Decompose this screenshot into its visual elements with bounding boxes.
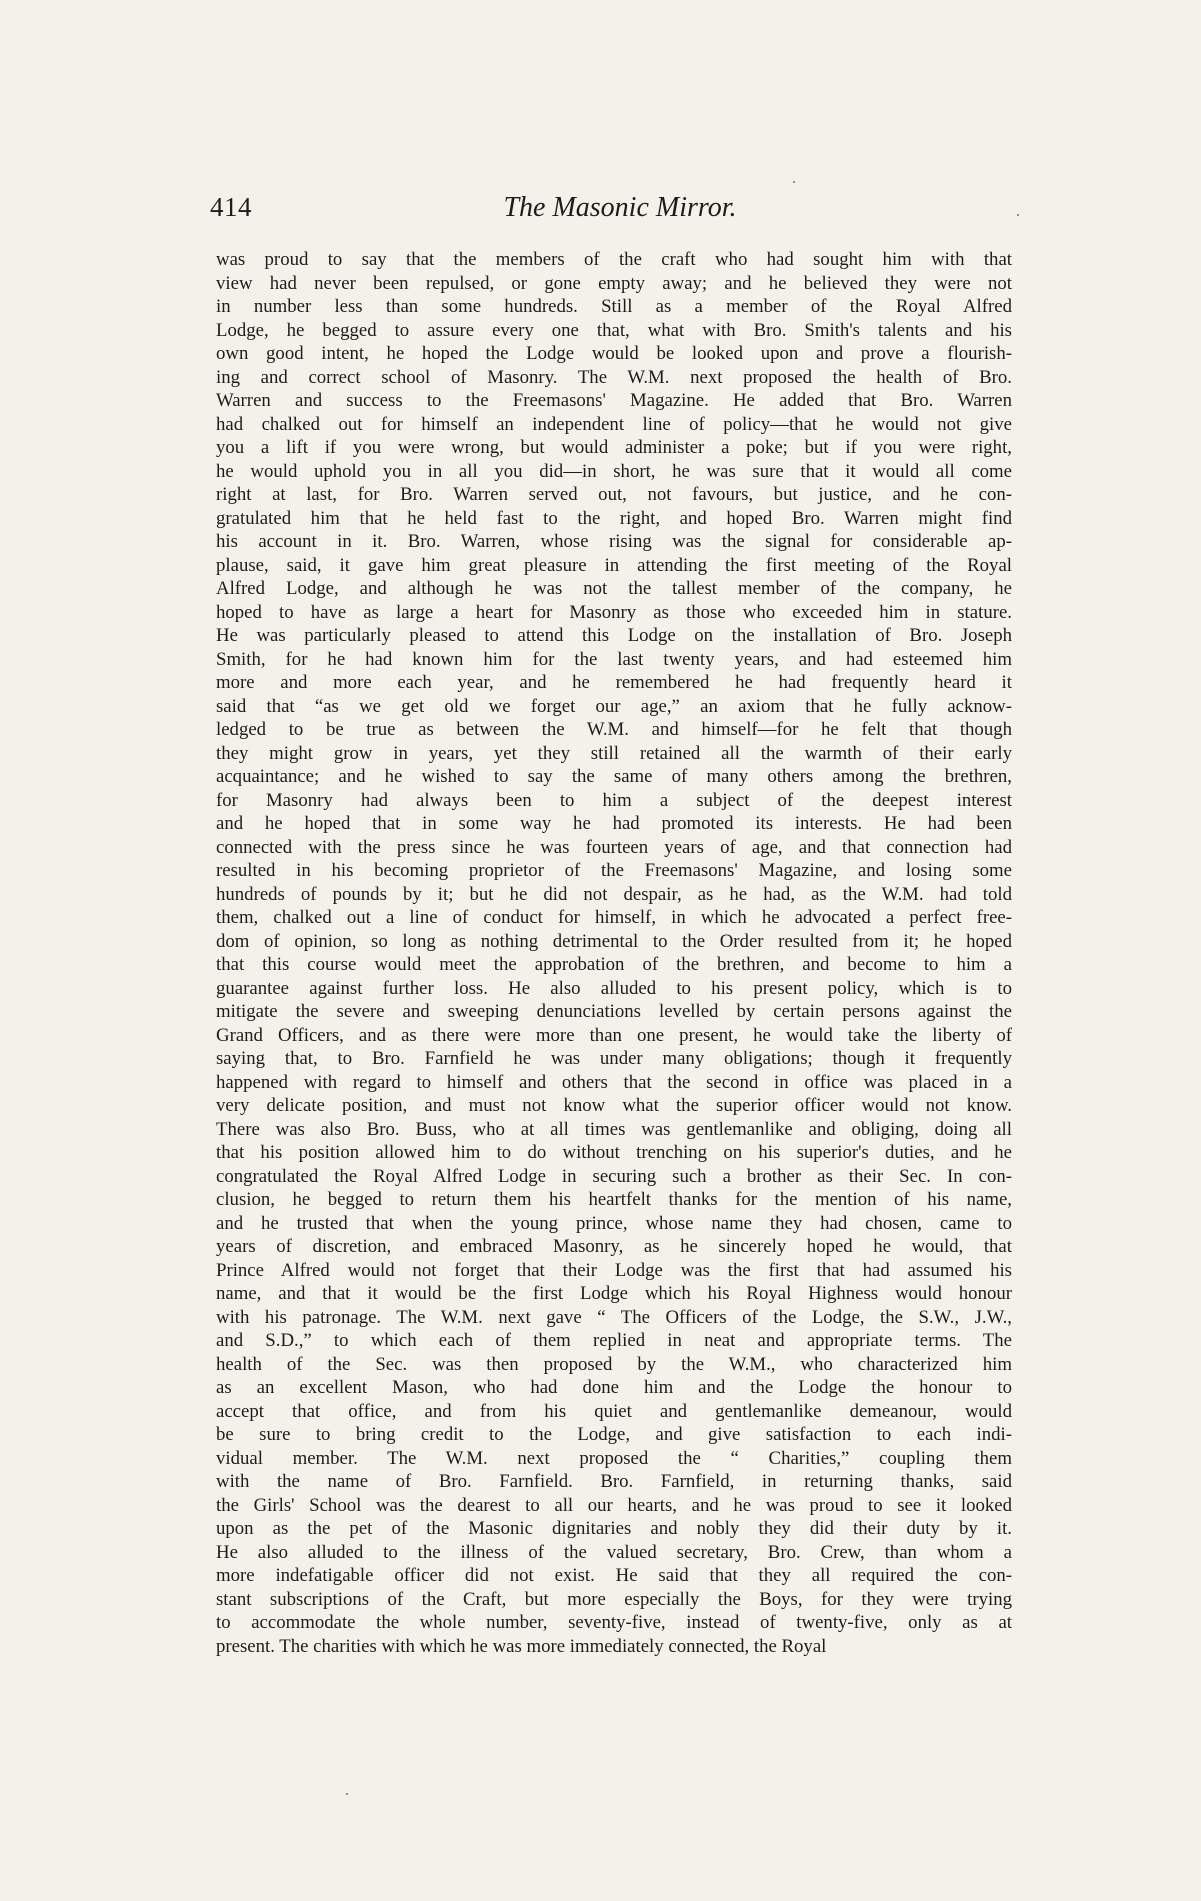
- text-line: more and more each year, and he remembered he had frequently heard it: [216, 672, 1012, 693]
- text-line: acquaintance; and he wished to say the same of many others among the brethren,: [216, 766, 1012, 787]
- text-line: mitigate the severe and sweeping denunciations levelled by certain persons against the: [216, 1001, 1012, 1022]
- text-line: plause, said, it gave him great pleasure in attending the first meeting of the Royal: [216, 554, 1012, 576]
- text-line: years of discretion, and embraced Masonry, as he sincerely hoped he would, that: [216, 1236, 1012, 1257]
- text-line: was proud to say that the members of the craft who had sought him with that: [216, 249, 1012, 270]
- text-line: accept that office, and from his quiet and gentlemanlike demeanour, would: [216, 1400, 1012, 1422]
- text-line: ing and correct school of Masonry. The W.M. next proposed the health of Bro.: [216, 366, 1012, 388]
- text-line: gratulated him that he held fast to the right, and hoped Bro. Warren might find: [216, 507, 1012, 529]
- ink-speck: [346, 1793, 348, 1795]
- text-line: Alfred Lodge, and although he was not the tallest member of the company, he: [216, 578, 1012, 599]
- text-line: his account in it. Bro. Warren, whose rising was the signal for considerable ap-: [216, 531, 1012, 552]
- text-line: guarantee against further loss. He also alluded to his present policy, which is to: [216, 977, 1012, 999]
- text-line: Lodge, he begged to assure every one that, what with Bro. Smith's talents and his: [216, 319, 1012, 341]
- body-text: [216, 248, 1012, 1658]
- text-line: as an excellent Mason, who had done him and the Lodge the honour to: [216, 1377, 1012, 1398]
- text-line: present. The charities with which he was more immediately connected, the Royal: [216, 1635, 827, 1657]
- text-line: more indefatigable officer did not exist. He said that they all required the con-: [216, 1565, 1012, 1586]
- text-line: to accommodate the whole number, seventy-five, instead of twenty-five, only as at: [216, 1612, 1012, 1633]
- text-line: He also alluded to the illness of the valued secretary, Bro. Crew, than whom a: [216, 1541, 1012, 1563]
- text-line: he would uphold you in all you did—in short, he was sure that it would all come: [216, 460, 1012, 482]
- page-number: 414: [210, 192, 252, 222]
- text-line: right at last, for Bro. Warren served out, not favours, but justice, and he con-: [216, 484, 1012, 505]
- text-line: own good intent, he hoped the Lodge would be looked upon and prove a flourish-: [216, 343, 1012, 364]
- text-line: Smith, for he had known him for the last twenty years, and had esteemed him: [216, 648, 1012, 670]
- text-line: He was particularly pleased to attend this Lodge on the installation of Bro. Joseph: [216, 625, 1012, 646]
- ink-speck: [793, 181, 795, 183]
- text-line: hoped to have as large a heart for Masonry as those who exceeded him in stature.: [216, 601, 1012, 623]
- text-line: they might grow in years, yet they still retained all the warmth of their early: [216, 742, 1012, 764]
- text-line: and he hoped that in some way he had promoted its interests. He had been: [216, 813, 1012, 834]
- text-line: that this course would meet the approbation of the brethren, and become to him a: [216, 954, 1012, 975]
- text-line: in number less than some hundreds. Still as a member of the Royal Alfred: [216, 296, 1012, 317]
- text-line: vidual member. The W.M. next proposed the “ Charities,” coupling them: [216, 1447, 1012, 1469]
- text-line: dom of opinion, so long as nothing detrimental to the Order resulted from it; he hoped: [216, 930, 1012, 952]
- text-line: for Masonry had always been to him a subject of the deepest interest: [216, 789, 1012, 811]
- text-line: upon as the pet of the Masonic dignitaries and nobly they did their duty by it.: [216, 1518, 1012, 1539]
- text-line: ledged to be true as between the W.M. and himself—for he felt that though: [216, 719, 1012, 740]
- text-line: that his position allowed him to do without trenching on his superior's duties, and he: [216, 1142, 1012, 1163]
- text-line: Grand Officers, and as there were more than one present, he would take the liberty of: [216, 1024, 1012, 1046]
- text-line: be sure to bring credit to the Lodge, and give satisfaction to each indi-: [216, 1424, 1012, 1445]
- text-line: and S.D.,” to which each of them replied in neat and appropriate terms. The: [216, 1330, 1012, 1351]
- text-line: There was also Bro. Buss, who at all times was gentlemanlike and obliging, doing all: [216, 1118, 1012, 1140]
- text-line: Warren and success to the Freemasons' Magazine. He added that Bro. Warren: [216, 390, 1012, 411]
- text-line: them, chalked out a line of conduct for himself, in which he advocated a perfect free-: [216, 907, 1012, 928]
- text-line: said that “as we get old we forget our age,” an axiom that he fully acknow-: [216, 695, 1012, 717]
- text-line: congratulated the Royal Alfred Lodge in securing such a brother as their Sec. In con-: [216, 1165, 1012, 1187]
- text-line: name, and that it would be the first Lodge which his Royal Highness would honour: [216, 1283, 1012, 1304]
- text-line: saying that, to Bro. Farnfield he was under many obligations; though it frequently: [216, 1048, 1012, 1069]
- text-line: stant subscriptions of the Craft, but more especially the Boys, for they were trying: [216, 1588, 1012, 1610]
- text-line: very delicate position, and must not know what the superior officer would not know.: [216, 1095, 1012, 1116]
- text-line: view had never been repulsed, or gone empty away; and he believed they were not: [216, 272, 1012, 294]
- running-head: [210, 192, 1030, 232]
- text-line: resulted in his becoming proprietor of the Freemasons' Magazine, and losing some: [216, 860, 1012, 881]
- text-line: you a lift if you were wrong, but would administer a poke; but if you were right,: [216, 437, 1012, 458]
- text-line: and he trusted that when the young prince, whose name they had chosen, came to: [216, 1212, 1012, 1234]
- text-line: Prince Alfred would not forget that their Lodge was the first that had assumed his: [216, 1259, 1012, 1281]
- text-line: the Girls' School was the dearest to all our hearts, and he was proud to see it looked: [216, 1494, 1012, 1516]
- text-line: connected with the press since he was fourteen years of age, and that connection had: [216, 836, 1012, 858]
- text-line: with his patronage. The W.M. next gave “ The Officers of the Lodge, the S.W., J.W.,: [216, 1306, 1012, 1328]
- text-line: clusion, he begged to return them his heartfelt thanks for the mention of his name,: [216, 1189, 1012, 1210]
- text-line: had chalked out for himself an independent line of policy—that he would not give: [216, 413, 1012, 435]
- text-line: hundreds of pounds by it; but he did not despair, as he had, as the W.M. had told: [216, 883, 1012, 905]
- text-line: happened with regard to himself and others that the second in office was placed in a: [216, 1071, 1012, 1093]
- text-line: health of the Sec. was then proposed by the W.M., who characterized him: [216, 1353, 1012, 1375]
- ink-speck: [1017, 214, 1019, 216]
- journal-title: The Masonic Mirror.: [503, 192, 737, 223]
- text-line: with the name of Bro. Farnfield. Bro. Farnfield, in returning thanks, said: [216, 1471, 1012, 1492]
